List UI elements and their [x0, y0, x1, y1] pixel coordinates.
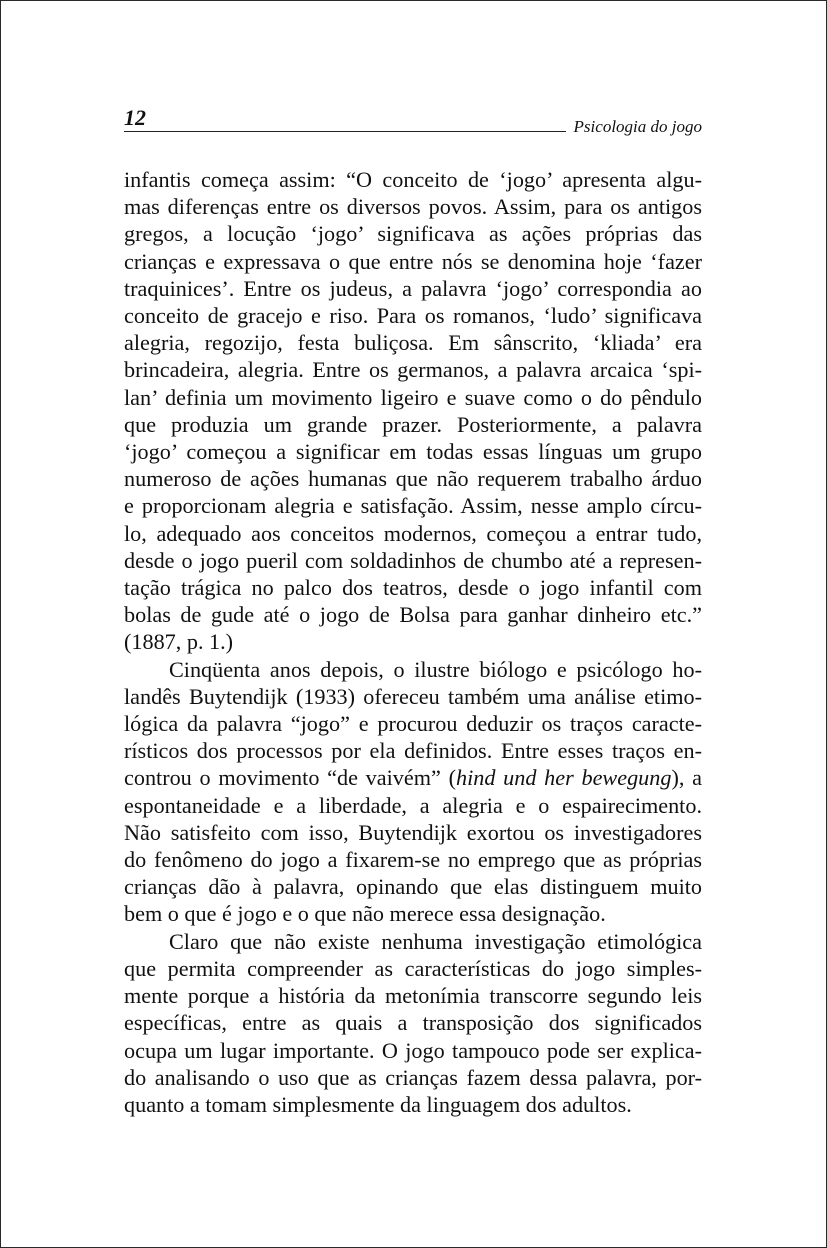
text-line: do fenômeno do jogo a fixarem-se no emprego que as próprias — [124, 847, 702, 873]
text-line: numeroso de ações humanas que não requerem trabalho árduo — [124, 466, 702, 492]
text-line: infantis começa assim: “O conceito de ‘jogo’ apresenta algu- — [124, 167, 702, 192]
running-head — [124, 104, 702, 134]
text-line: espontaneidade e a liberdade, a alegria e o espairecimento. — [124, 792, 702, 818]
text-line: lógica da palavra “jogo” e procurou deduzir os traços caracte- — [124, 711, 702, 737]
text-line: quanto a tomam simplesmente da linguagem dos adultos. — [124, 1091, 632, 1117]
text-line: Cinqüenta anos depois, o ilustre biólogo e psicólogo ho- — [169, 656, 702, 682]
italic-term: hind und her bewegung — [455, 765, 672, 791]
text-line: lan’ definia um movimento ligeiro e suave como o do pêndulo — [124, 384, 702, 410]
text-line: crianças e expressava o que entre nós se denomina hoje ‘fazer — [124, 248, 702, 274]
text-line: específicas, entre as quais a transposição dos significados — [124, 1010, 702, 1036]
page-number: 12 — [124, 105, 146, 130]
text-line: Claro que não existe nenhuma investigação etimológica — [169, 928, 702, 954]
text-line: traquinices’. Entre os judeus, a palavra ‘jogo’ correspondia ao — [124, 275, 702, 301]
text-line: mas diferenças entre os diversos povos. Assim, para os antigos — [124, 194, 702, 220]
text-line: bem o que é jogo e o que não merece essa designação. — [124, 901, 606, 927]
text-line: rísticos dos processos por ela definidos. Entre esses traços en- — [124, 738, 702, 764]
text-line: alegria, regozijo, festa buliçosa. Em sânscrito, ‘kliada’ era — [124, 330, 702, 356]
text-line: do analisando o uso que as crianças fazem dessa palavra, por- — [124, 1064, 702, 1090]
text-line: tação trágica no palco dos teatros, desde o jogo infantil com — [124, 575, 702, 601]
running-title: Psicologia do jogo — [573, 117, 702, 136]
text-line-with-italic — [124, 764, 702, 791]
text-line: ‘jogo’ começou a significar em todas essas línguas um grupo — [124, 439, 702, 465]
text-line: ocupa um lugar importante. O jogo tampouco pode ser explica- — [124, 1037, 702, 1063]
text-line: landês Buytendijk (1933) ofereceu também uma análise etimo- — [124, 683, 702, 709]
text-line: brincadeira, alegria. Entre os germanos, a palavra arcaica ‘spi- — [124, 357, 702, 383]
text-line: crianças dão à palavra, opinando que elas distinguem muito — [124, 874, 702, 900]
text-line: que produzia um grande prazer. Posteriormente, a palavra — [124, 411, 702, 437]
text-segment: controu o movimento “de vaivém” ( — [124, 765, 456, 791]
text-line: desde o jogo pueril com soldadinhos de chumbo até a represen- — [124, 547, 702, 573]
text-line: Não satisfeito com isso, Buytendijk exortou os investigadores — [124, 819, 702, 845]
text-line: gregos, a locução ‘jogo’ significava as ações próprias das — [124, 221, 702, 247]
header-rule — [124, 131, 566, 132]
body-text — [124, 166, 702, 1118]
text-line: bolas de gude até o jogo de Bolsa para ganhar dinheiro etc.” — [124, 602, 702, 628]
text-line: lo, adequado aos conceitos modernos, começou a entrar tudo, — [124, 520, 702, 546]
text-segment: ), a — [671, 765, 702, 791]
text-line: (1887, p. 1.) — [124, 629, 234, 655]
text-line: e proporcionam alegria e satisfação. Assim, nesse amplo círcu- — [124, 493, 702, 519]
text-line: mente porque a história da metonímia transcorre segundo leis — [124, 983, 702, 1009]
text-line: que permita compreender as características do jogo simples- — [124, 955, 702, 981]
text-line: conceito de gracejo e riso. Para os romanos, ‘ludo’ significava — [124, 303, 702, 329]
